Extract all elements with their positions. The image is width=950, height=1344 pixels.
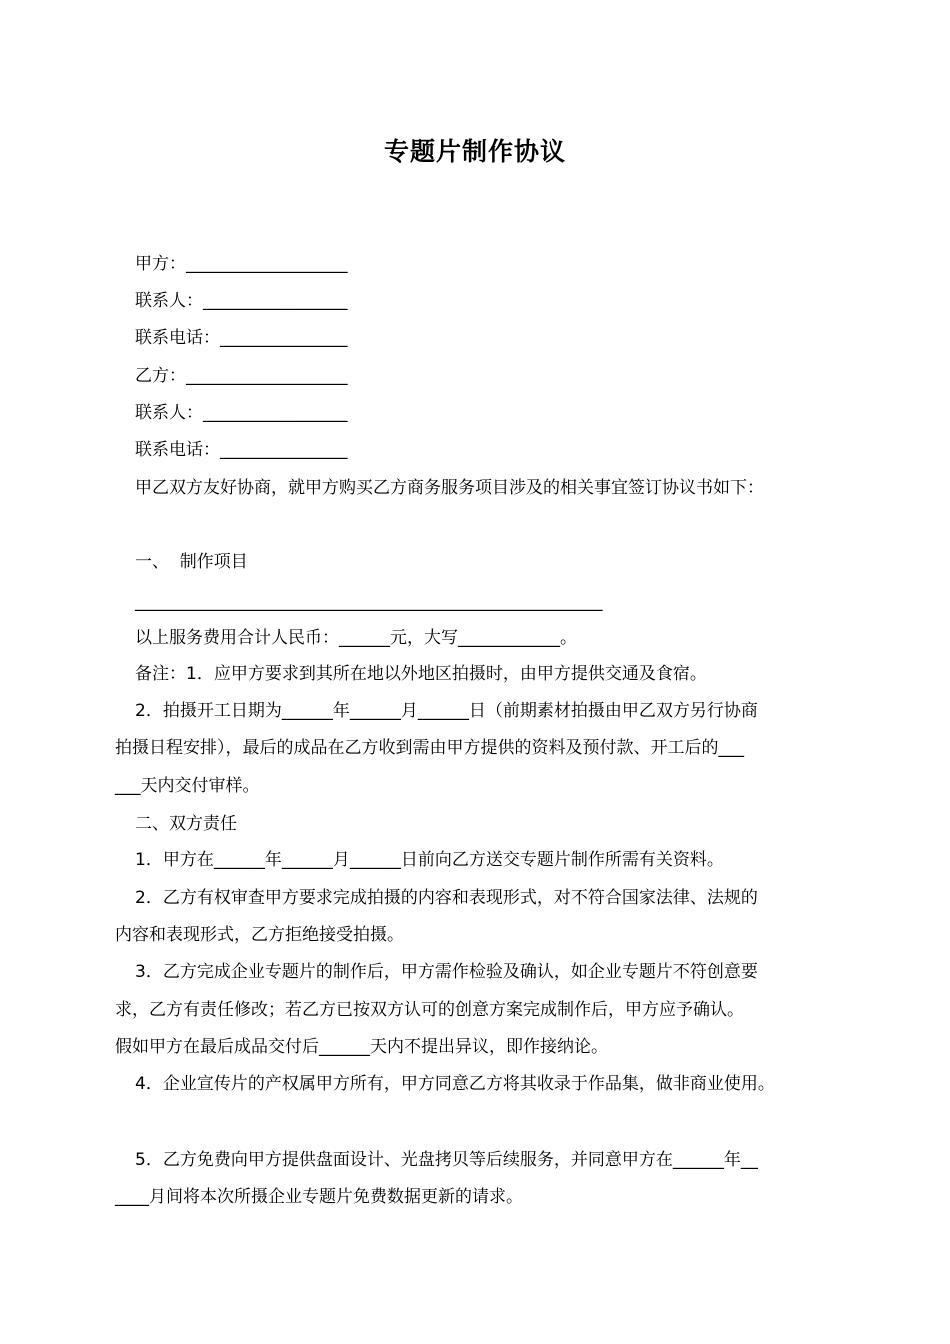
party-a-contact-line: 联系人：_________________	[135, 291, 348, 311]
party-a-line: 甲方：___________________	[135, 254, 348, 274]
fee-line: 以上服务费用合计人民币：______元，大写____________。	[135, 628, 577, 648]
section1-heading: 一、 制作项目	[135, 552, 248, 572]
party-b-line: 乙方：___________________	[135, 366, 348, 386]
party-b-contact-line: 联系人：_________________	[135, 403, 348, 423]
note-2-line-2: 拍摄日程安排），最后的成品在乙方收到需由甲方提供的资料及预付款、开工后的___	[115, 738, 744, 758]
section2-heading: 二、双方责任	[135, 814, 237, 834]
note-2-line-1: 2．拍摄开工日期为______年______月______日（前期素材拍摄由甲乙双方另行协商	[135, 701, 758, 721]
responsibility-5-line-2: ____月间将本次所摄企业专题片免费数据更新的请求。	[115, 1187, 523, 1207]
intro-paragraph: 甲乙双方友好协商，就甲方购买乙方商务服务项目涉及的相关事宜签订协议书如下：	[135, 478, 764, 498]
party-b-phone-line: 联系电话：_______________	[135, 440, 348, 460]
responsibility-4: 4．企业宣传片的产权属甲方所有，甲方同意乙方将其收录于作品集，做非商业使用。	[135, 1074, 775, 1094]
responsibility-2-line-1: 2．乙方有权审查甲方要求完成拍摄的内容和表现形式，对不符合国家法律、法规的	[135, 888, 758, 908]
responsibility-3-line-2: 求，乙方有责任修改；若乙方已按双方认可的创意方案完成制作后，甲方应予确认。	[115, 1000, 744, 1020]
responsibility-5-line-1: 5．乙方免费向甲方提供盘面设计、光盘拷贝等后续服务，并同意甲方在______年__	[135, 1150, 758, 1170]
party-a-phone-line: 联系电话：_______________	[135, 328, 348, 348]
responsibility-1: 1．甲方在______年______月______日前向乙方送交专题片制作所需有关资料。	[135, 850, 724, 870]
responsibility-3-line-1: 3．乙方完成企业专题片的制作后，甲方需作检验及确认，如企业专题片不符创意要	[135, 962, 758, 982]
note-2-line-3: ___天内交付审样。	[115, 776, 260, 796]
document-title: 专题片制作协议	[383, 137, 566, 166]
note-1: 备注：1．应甲方要求到其所在地以外地区拍摄时，由甲方提供交通及食宿。	[135, 664, 707, 684]
responsibility-3-line-3: 假如甲方在最后成品交付后______天内不提出异议，即作接纳论。	[115, 1037, 608, 1057]
section1-blank-line: _______________________________________________________	[135, 592, 603, 612]
responsibility-2-line-2: 内容和表现形式，乙方拒绝接受拍摄。	[115, 925, 404, 945]
